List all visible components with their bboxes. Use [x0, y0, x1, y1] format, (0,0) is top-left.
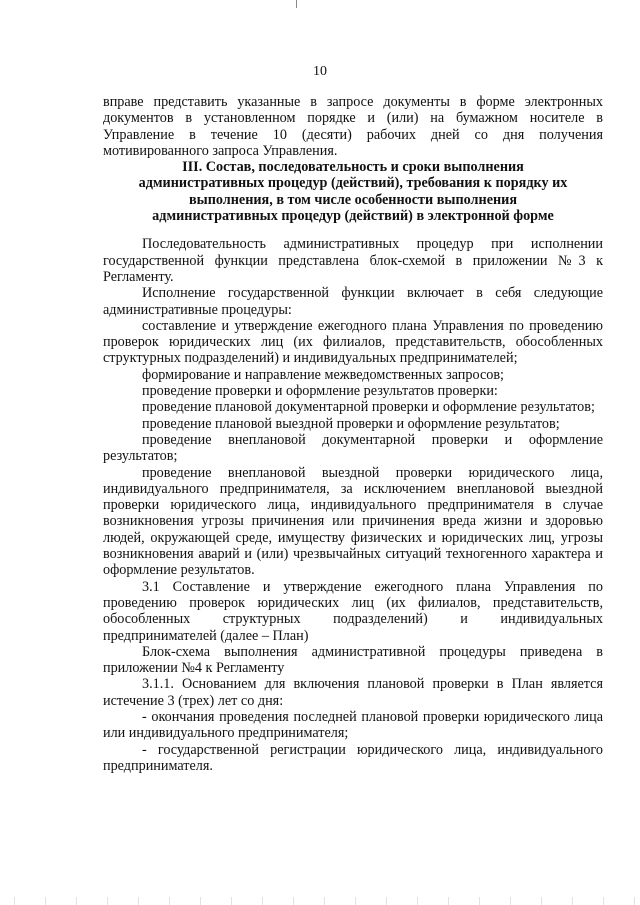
list-item-planned-onsite: проведение плановой выездной проверки и оформление результатов;	[142, 415, 560, 432]
list-item-interagency-requests: формирование и направление межведомственных запросов;	[142, 366, 504, 383]
section-heading-line: выполнения, в том числе особенности выполнения	[188, 191, 518, 208]
section-heading-line: административных процедур (действий), требования к порядку их	[138, 175, 568, 192]
page-number: 10	[313, 64, 327, 79]
section-heading-line: III. Состав, последовательность и сроки выполнения	[182, 159, 524, 176]
subsection-3-1: 3.1 Составление и утверждение ежегодного плана Управления по проведению проверок юридических лиц (их филиалов, представительств, обособленных структурных подразделений) и индивидуальных предпринимателей (далее – План)	[103, 578, 603, 644]
document-body	[103, 94, 603, 774]
dash-item-registration: - государственной регистрации юридического лица, индивидуального предпринимателя.	[103, 741, 603, 774]
paragraph-procedures-intro: Исполнение государственной функции включает в себя следующие административные процедуры:	[103, 285, 603, 318]
paragraph-flowchart: Блок-схема выполнения административной процедуры приведена в приложении №4 к Регламенту	[103, 643, 603, 677]
list-item-planned-documentary: проведение плановой документарной проверки и оформление результатов;	[142, 399, 595, 416]
intro-paragraph: вправе представить указанные в запросе документы в форме электронных документов в установленном порядке и (или) на бумажном носителе в Управление в течение 10 (десяти) рабочих дней со дня получения мотивированного запроса Управления.	[103, 94, 603, 159]
list-item-unscheduled-documentary: проведение внеплановой документарной проверки и оформление результатов;	[103, 431, 603, 465]
section-heading	[103, 159, 603, 224]
dash-item-last-inspection: - окончания проведения последней плановой проверки юридического лица или индивидуального предпринимателя;	[103, 708, 603, 742]
list-item-annual-plan: составление и утверждение ежегодного плана Управления по проведению проверок юридических лиц (их филиалов, представительств, обособленных структурных подразделений) и индивидуальных предпринимателей;	[103, 317, 603, 367]
list-item-inspection: проведение проверки и оформление результатов проверки:	[142, 383, 498, 400]
list-item-unscheduled-onsite: проведение внеплановой выездной проверки юридического лица, индивидуального предпринимателя, за исключением внеплановой выездной проверки юридического лица, индивидуального предпринимателя в случае возникновения угрозы причинения или причинения вреда жизни и здоровью людей, окружающей среде, имуществу физических и юридических лиц, угрозы возникновения аварий и (или) чрезвычайных ситуаций техногенного характера и оформление результатов.	[103, 464, 603, 579]
subsection-3-1-1: 3.1.1. Основанием для включения плановой проверки в План является истечение 3 (трех) лет со дня:	[103, 676, 603, 709]
scan-mark	[296, 0, 297, 8]
scan-edge	[0, 897, 640, 905]
section-heading-line: административных процедур (действий) в электронной форме	[152, 208, 554, 225]
paragraph-sequence: Последовательность административных процедур при исполнении государственной функции представлена блок-схемой в приложении №3 к Регламенту.	[103, 236, 603, 285]
